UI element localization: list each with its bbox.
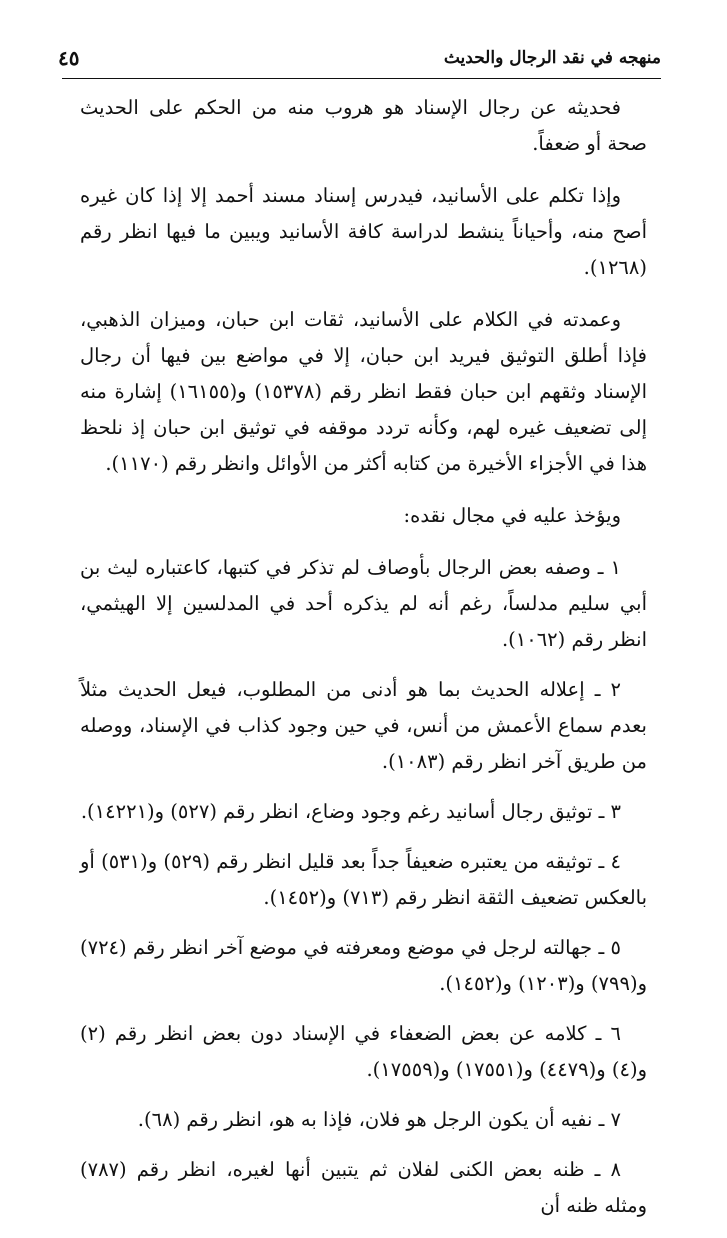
critique-item: ٤ ـ توثيقه من يعتبره ضعيفاً جداً بعد قليل انظر رقم (٥٢٩) و(٥٣١) أو بالعكس تضعيف الثقة انظر رقم (٧١٣) و(١٤٥٢). xyxy=(80,850,647,909)
page-body xyxy=(80,90,647,1238)
critique-item: ٢ ـ إعلاله الحديث بما هو أدنى من المطلوب، فيعل الحديث مثلاً بعدم سماع الأعمش من أنس، في حين وجود كذاب في الإسناد، ووصله من طريق آخر انظر رقم (١٠٨٣). xyxy=(80,678,647,773)
paragraph: وإذا تكلم على الأسانيد، فيدرس إسناد مسند أحمد إلا إذا كان غيره أصح منه، وأحياناً ينشط لدراسة كافة الأسانيد ويبين ما فيها انظر رقم (١٢٦٨). xyxy=(80,184,647,279)
critique-item: ٥ ـ جهالته لرجل في موضع ومعرفته في موضع آخر انظر رقم (٧٢٤) و(٧٩٩) و(١٢٠٣) و(١٤٥٢). xyxy=(80,936,647,995)
header-title: منهجه في نقد الرجال والحديث xyxy=(443,48,661,68)
running-header xyxy=(58,42,661,79)
paragraph: ويؤخذ عليه في مجال نقده: xyxy=(403,504,621,527)
critique-item: ٦ ـ كلامه عن بعض الضعفاء في الإسناد دون بعض انظر رقم (٢) و(٤) و(٤٤٧٩) و(١٧٥٥١) و(١٧٥٥٩). xyxy=(80,1022,647,1081)
critique-item: ٣ ـ توثيق رجال أسانيد رغم وجود وضاع، انظر رقم (٥٢٧) و(١٤٢٢١). xyxy=(80,800,621,823)
page-number: ٤٥ xyxy=(58,46,80,70)
paragraph: وعمدته في الكلام على الأسانيد، ثقات ابن حبان، وميزان الذهبي، فإذا أطلق التوثيق فيريد ابن حبان، إلا في مواضع بين فيها أن رجال الإسناد وثقهم ابن حبان فقط انظر رقم (١٥٣٧٨) و(١٦١٥٥) إشارة منه إلى تضعيف غيره لهم، وكأنه تردد موقفه في توثيق ابن حبان إذ نلحظ هذا في الأجزاء الأخيرة من كتابه أكثر من الأوائل وانظر رقم (١١٧٠). xyxy=(80,308,647,475)
paragraph: فحديثه عن رجال الإسناد هو هروب منه من الحكم على الحديث صحة أو ضعفاً. xyxy=(80,96,647,155)
critique-item: ٨ ـ ظنه بعض الكنى لفلان ثم يتبين أنها لغيره، انظر رقم (٧٨٧) ومثله ظنه أن xyxy=(80,1158,647,1217)
critique-item: ٧ ـ نفيه أن يكون الرجل هو فلان، فإذا به هو، انظر رقم (٦٨). xyxy=(137,1108,621,1131)
critique-item: ١ ـ وصفه بعض الرجال بأوصاف لم تذكر في كتبها، كاعتباره ليث بن أبي سليم مدلساً، رغم أنه لم يذكره أحد في المدلسين إلا الهيثمي، انظر رقم (١٠٦٢). xyxy=(80,556,647,651)
